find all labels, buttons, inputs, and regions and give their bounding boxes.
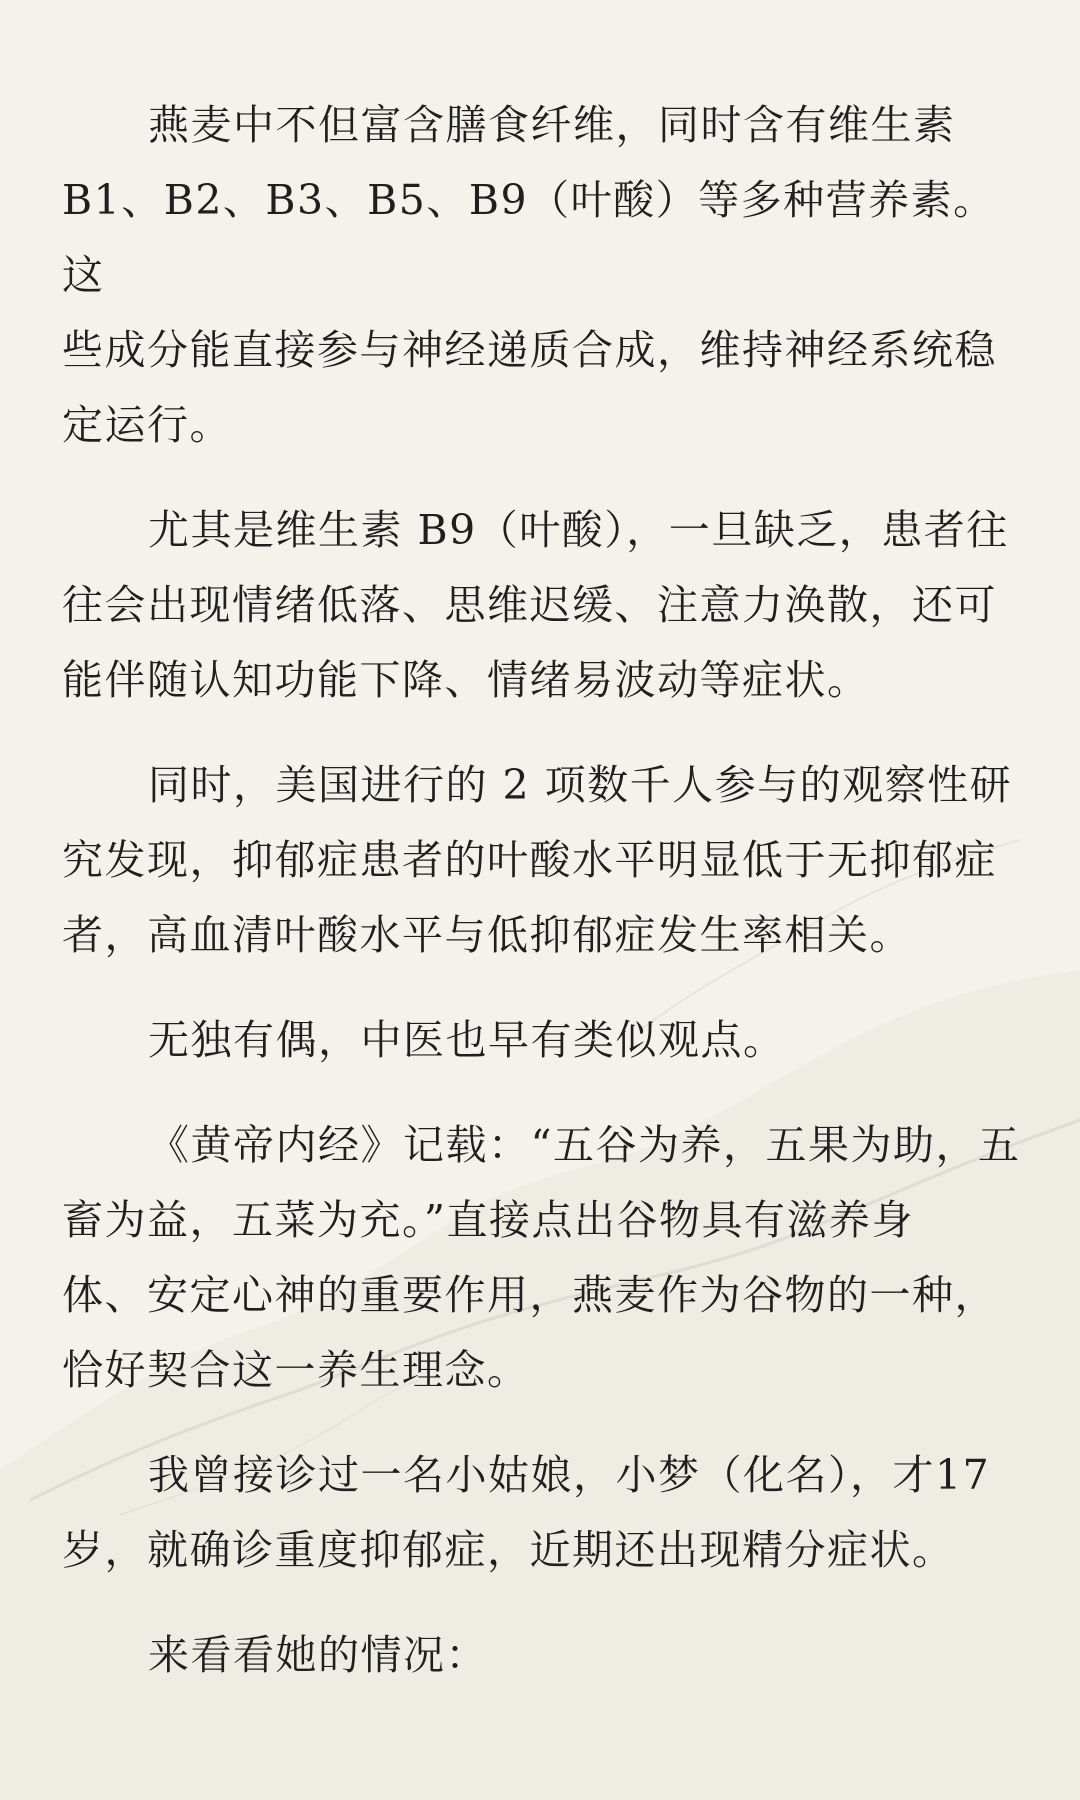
paragraph-tcm-view: 无独有偶，中医也早有类似观点。 (148, 1016, 786, 1064)
paragraph-intro-situation: 来看看她的情况： (148, 1631, 488, 1679)
paragraph-vitamin-b9: 尤其是维生素 B9（叶酸），一旦缺乏，患者往 往会出现情绪低落、思维迟缓、注意力涣散，还可 能伴随认知功能下降、情绪易波动等症状。 (62, 506, 1009, 704)
paragraph-huangdi-neijing: 《黄帝内经》记载：“五谷为养，五果为助，五 畜为益，五菜为充。”直接点出谷物具有滋养身 体、安定心神的重要作用，燕麦作为谷物的一种， 恰好契合这一养生理念。 (62, 1121, 1021, 1394)
paragraph-patient-case: 我曾接诊过一名小姑娘，小梦（化名），才17 岁，就确诊重度抑郁症，近期还出现精分症状。 (62, 1451, 991, 1574)
paragraph-us-study: 同时，美国进行的 2 项数千人参与的观察性研 究发现，抑郁症患者的叶酸水平明显低于无抑郁症 者，高血清叶酸水平与低抑郁症发生率相关。 (62, 761, 1013, 959)
paragraph-oats-nutrients: 燕麦中不但富含膳食纤维，同时含有维生素 B1、B2、B3、B5、B9（叶酸）等多种营养素。这 些成分能直接参与神经递质合成，维持神经系统稳 定运行。 (62, 101, 997, 449)
article-body (62, 88, 1022, 1723)
